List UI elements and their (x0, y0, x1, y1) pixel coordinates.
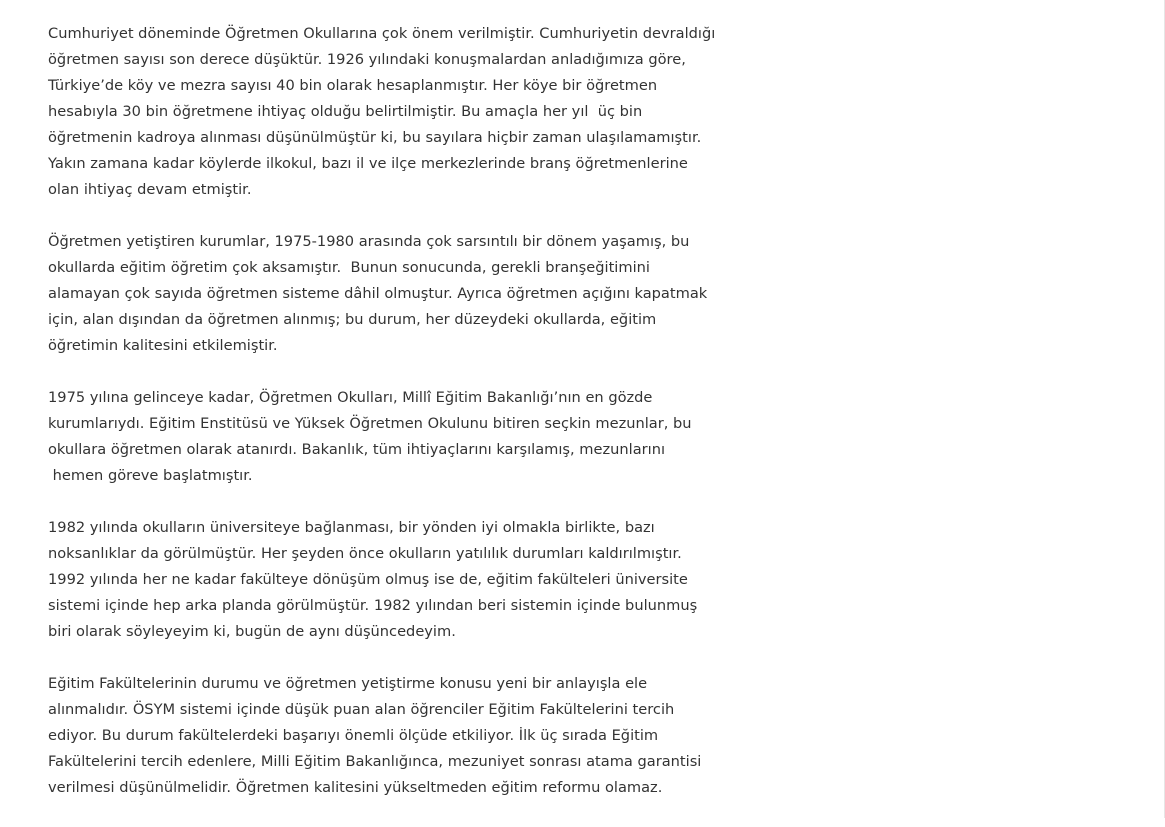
paragraph-2 (48, 229, 748, 359)
text-line: okullara öğretmen olarak atanırdı. Bakanlık, tüm ihtiyaçlarını karşılamış, mezunlarını (48, 441, 666, 458)
text-line: öğretimin kalitesini etkilemiştir. (48, 337, 278, 354)
text-line: okullarda eğitim öğretim çok aksamıştır. Bunun sonucunda, gerekli branşeğitimini (48, 259, 650, 276)
text-line: Yakın zamana kadar köylerde ilkokul, bazı il ve ilçe merkezlerinde branş öğretmenlerine (48, 155, 688, 172)
text-line: 1992 yılında her ne kadar fakülteye dönüşüm olmuş ise de, eğitim fakülteleri üniversite (48, 571, 688, 588)
text-line: ediyor. Bu durum fakültelerdeki başarıyı önemli ölçüde etkiliyor. İlk üç sırada Eğitim (48, 727, 659, 744)
text-line: Fakültelerini tercih edenlere, Milli Eğitim Bakanlığınca, mezuniyet sonrası atama garantisi (48, 753, 702, 770)
text-line: öğretmen sayısı son derece düşüktür. 1926 yılındaki konuşmalardan anladığımıza göre, (48, 51, 686, 68)
paragraph-5 (48, 671, 748, 801)
paragraph-3 (48, 385, 748, 489)
text-line: Eğitim Fakültelerinin durumu ve öğretmen yetiştirme konusu yeni bir anlayışla ele (48, 675, 648, 692)
text-line: 1975 yılına gelinceye kadar, Öğretmen Okulları, Millî Eğitim Bakanlığı’nın en gözde (48, 389, 653, 406)
text-line: sistemi içinde hep arka planda görülmüştür. 1982 yılından beri sistemin içinde bulunmuş (48, 597, 698, 614)
text-line: noksanlıklar da görülmüştür. Her şeyden önce okulların yatılılık durumları kaldırılmıştır. (48, 545, 682, 562)
text-line: alınmalıdır. ÖSYM sistemi içinde düşük puan alan öğrenciler Eğitim Fakültelerini tercih (48, 701, 675, 718)
text-line: verilmesi düşünülmelidir. Öğretmen kalitesini yükseltmeden eğitim reformu olamaz. (48, 779, 663, 796)
paragraph-4 (48, 515, 748, 645)
text-line: öğretmenin kadroya alınması düşünülmüştür ki, bu sayılara hiçbir zaman ulaşılamamıştır. (48, 129, 702, 146)
paragraph-1 (48, 21, 748, 203)
text-line: Cumhuriyet döneminde Öğretmen Okullarına çok önem verilmiştir. Cumhuriyetin devraldığı (48, 25, 716, 42)
text-line: alamayan çok sayıda öğretmen sisteme dâhil olmuştur. Ayrıca öğretmen açığını kapatmak (48, 285, 708, 302)
text-line: biri olarak söyleyeyim ki, bugün de aynı düşüncedeyim. (48, 623, 456, 640)
text-line: olan ihtiyaç devam etmiştir. (48, 181, 252, 198)
text-line: için, alan dışından da öğretmen alınmış; bu durum, her düzeydeki okullarda, eğitim (48, 311, 657, 328)
text-line: hesabıyla 30 bin öğretmene ihtiyaç olduğu belirtilmiştir. Bu amaçla her yıl üç bin (48, 103, 643, 120)
text-line: Türkiye’de köy ve mezra sayısı 40 bin olarak hesaplanmıştır. Her köye bir öğretmen (48, 77, 658, 94)
article-body (48, 21, 748, 827)
text-line: hemen göreve başlatmıştır. (48, 467, 253, 484)
text-line: kurumlarıydı. Eğitim Enstitüsü ve Yüksek Öğretmen Okulunu bitiren seçkin mezunlar, bu (48, 415, 692, 432)
text-line: 1982 yılında okulların üniversiteye bağlanması, bir yönden iyi olmakla birlikte, bazı (48, 519, 655, 536)
text-line: Öğretmen yetiştiren kurumlar, 1975-1980 arasında çok sarsıntılı bir dönem yaşamış, bu (48, 233, 690, 250)
